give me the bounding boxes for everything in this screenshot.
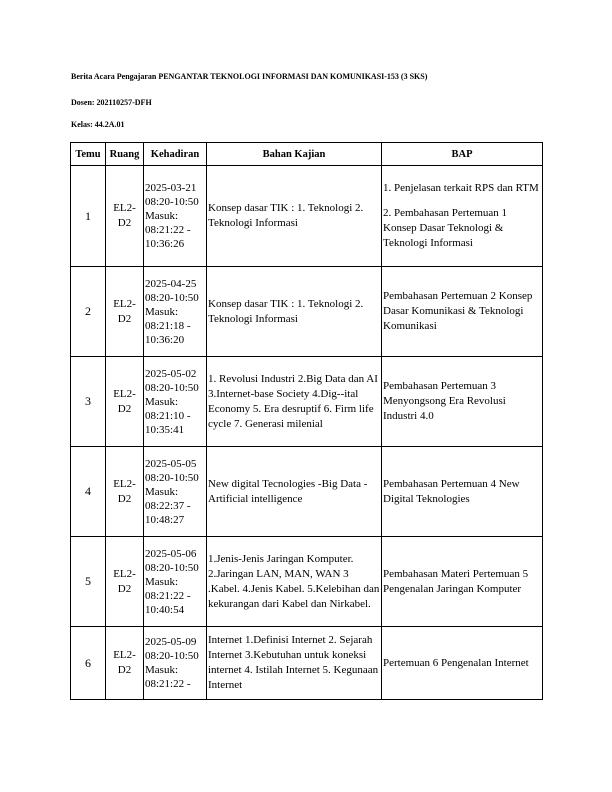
cell-bap: Pembahasan Materi Pertemuan 5 Pengenalan Jaringan Komputer: [382, 537, 543, 627]
header-temu: Temu: [71, 143, 106, 166]
cell-bahan-kajian: 1.Jenis-Jenis Jaringan Komputer. 2.Jaringan LAN, MAN, WAN 3 .Kabel. 4.Jenis Kabel. 5.Kelebihan dan kekurangan dari Kabel dan Nirkabel.: [207, 537, 382, 627]
cell-bahan-kajian: Konsep dasar TIK : 1. Teknologi 2. Teknologi Informasi: [207, 267, 382, 357]
cell-ruang: EL2-D2: [106, 447, 144, 537]
class-label: Kelas: 44.2A.01: [71, 120, 125, 129]
cell-temu: 5: [71, 537, 106, 627]
header-kehadiran: Kehadiran: [144, 143, 207, 166]
cell-ruang: EL2-D2: [106, 267, 144, 357]
cell-temu: 4: [71, 447, 106, 537]
table-header-row: [71, 143, 543, 166]
cell-temu: 1: [71, 166, 106, 267]
cell-bap: Pembahasan Pertemuan 3 Menyongsong Era Revolusi Industri 4.0: [382, 357, 543, 447]
document-title: Berita Acara Pengajaran PENGANTAR TEKNOLOGI INFORMASI DAN KOMUNIKASI-153 (3 SKS): [71, 72, 428, 81]
cell-ruang: EL2-D2: [106, 357, 144, 447]
cell-temu: 3: [71, 357, 106, 447]
cell-bahan-kajian: 1. Revolusi Industri 2.Big Data dan AI 3.Internet-base Society 4.Dig--ital Economy 5. Era desruptif 6. Firm life cycle 7. Generasi milenial: [207, 357, 382, 447]
cell-kehadiran: 2025-05-09 08:20-10:50 Masuk: 08:21:22 -: [144, 627, 207, 700]
table-row: [71, 627, 543, 700]
cell-kehadiran: 2025-04-25 08:20-10:50 Masuk: 08:21:18 - 10:36:20: [144, 267, 207, 357]
cell-bahan-kajian: Konsep dasar TIK : 1. Teknologi 2. Teknologi Informasi: [207, 166, 382, 267]
header-bahan-kajian: Bahan Kajian: [207, 143, 382, 166]
table-row: [71, 447, 543, 537]
table-row: [71, 267, 543, 357]
table-row: [71, 537, 543, 627]
bap-text: 2. Pembahasan Pertemuan 1 Konsep Dasar Teknologi & Teknologi Informasi: [383, 207, 508, 249]
cell-temu: 2: [71, 267, 106, 357]
cell-bap: Pertemuan 6 Pengenalan Internet: [382, 627, 543, 700]
cell-bap: Pembahasan Pertemuan 4 New Digital Teknologies: [382, 447, 543, 537]
teaching-record-table: [70, 142, 543, 700]
cell-kehadiran: 2025-03-21 08:20-10:50 Masuk: 08:21:22 - 10:36:26: [144, 166, 207, 267]
cell-temu: 6: [71, 627, 106, 700]
table-row: [71, 166, 543, 267]
cell-ruang: EL2-D2: [106, 537, 144, 627]
cell-kehadiran: 2025-05-06 08:20-10:50 Masuk: 08:21:22 - 10:40:54: [144, 537, 207, 627]
cell-kehadiran: 2025-05-02 08:20-10:50 Masuk: 08:21:10 - 10:35:41: [144, 357, 207, 447]
cell-ruang: EL2-D2: [106, 627, 144, 700]
cell-kehadiran: 2025-05-05 08:20-10:50 Masuk: 08:22:37 - 10:48:27: [144, 447, 207, 537]
table-row: [71, 357, 543, 447]
header-bap: BAP: [382, 143, 543, 166]
cell-bahan-kajian: New digital Tecnologies -Big Data -Artificial intelligence: [207, 447, 382, 537]
header-ruang: Ruang: [106, 143, 144, 166]
cell-bahan-kajian: Internet 1.Definisi Internet 2. Sejarah Internet 3.Kebutuhan untuk koneksi internet 4. Istilah Internet 5. Kegunaan Internet: [207, 627, 382, 700]
cell-bap: [382, 166, 543, 267]
bap-text: 1. Penjelasan terkait RPS dan RTM: [383, 182, 539, 194]
cell-bap: Pembahasan Pertemuan 2 Konsep Dasar Komunikasi & Teknologi Komunikasi: [382, 267, 543, 357]
cell-ruang: EL2-D2: [106, 166, 144, 267]
lecturer-label: Dosen: 202110257-DFH: [71, 98, 152, 107]
